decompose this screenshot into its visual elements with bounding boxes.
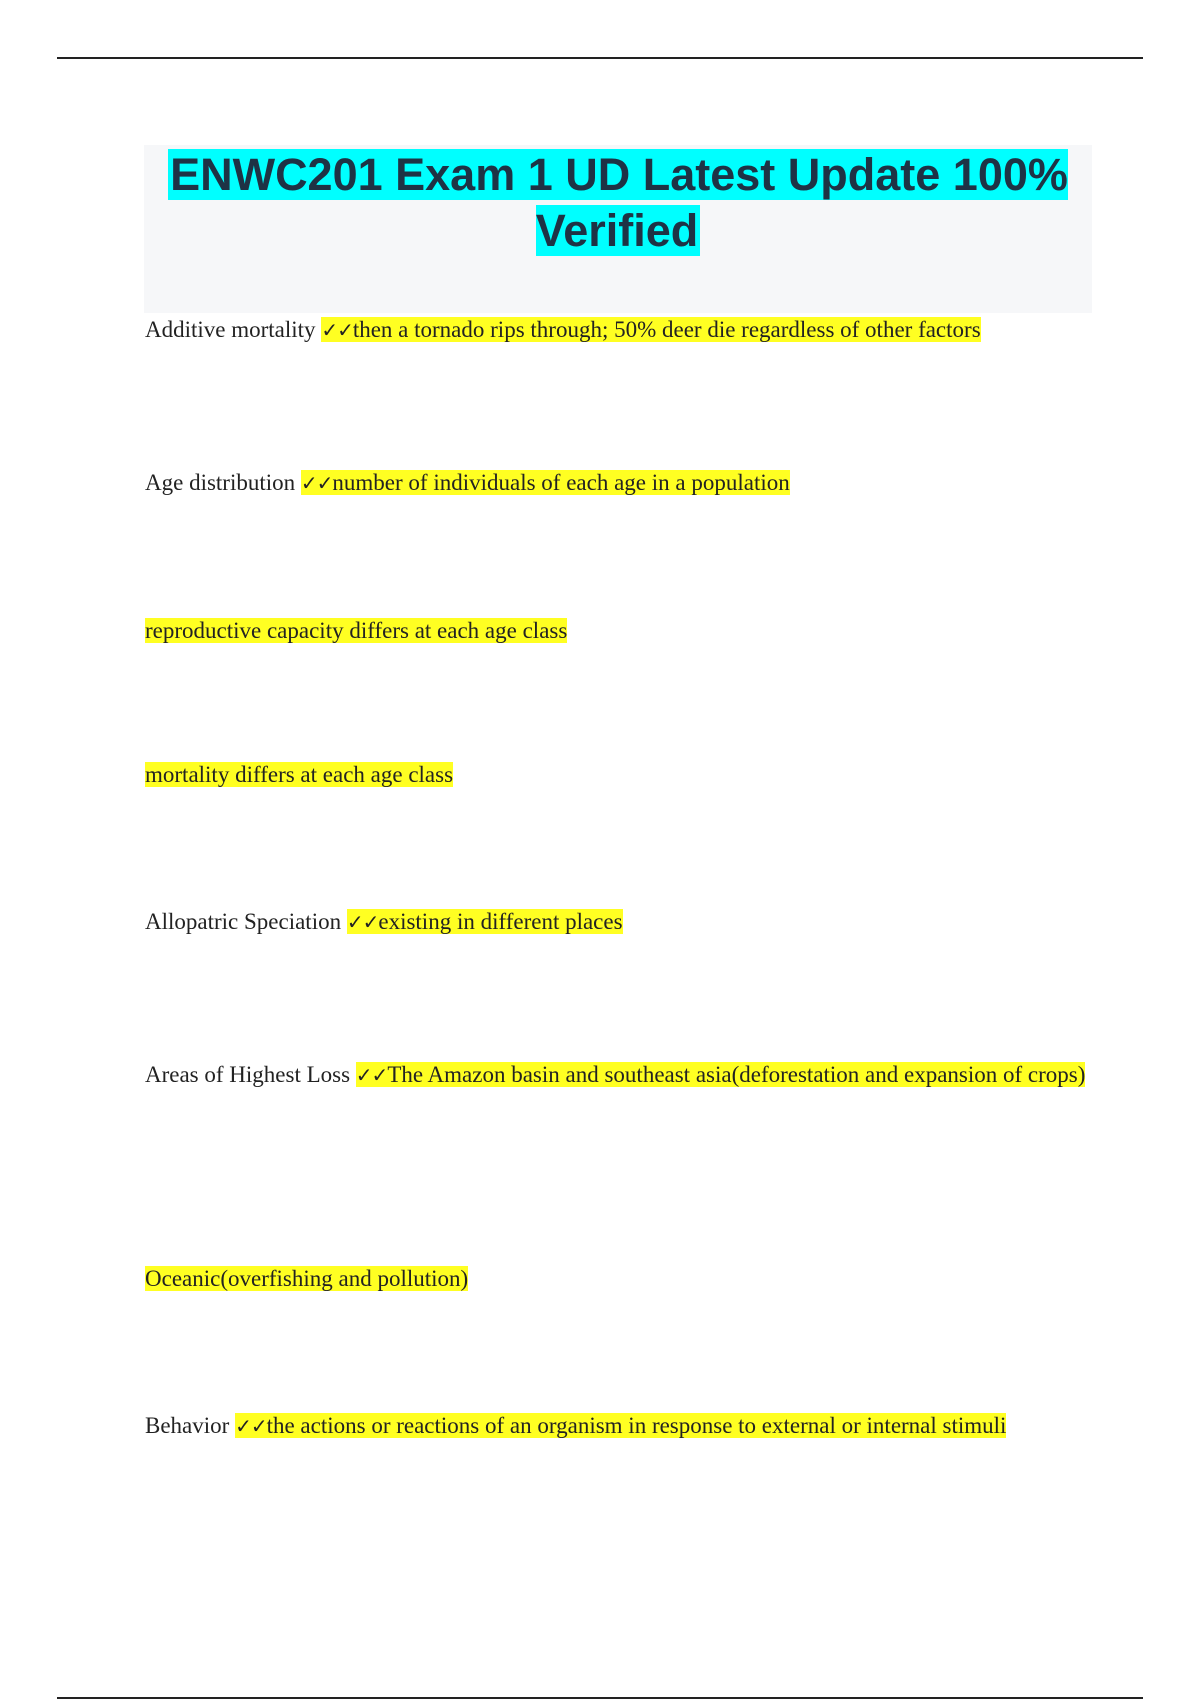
entry-definition: number of individuals of each age in a population — [332, 470, 790, 495]
entry-term: Age distribution — [145, 470, 296, 495]
document-title — [144, 145, 1092, 259]
entry-behavior — [145, 1395, 1095, 1457]
double-check-icon: ✓✓ — [355, 1063, 388, 1087]
document-title-text: ENWC201 Exam 1 UD Latest Update 100% Verified — [170, 149, 1068, 256]
entry-definition: the actions or reactions of an organism in response to external or internal stimuli — [266, 1413, 1007, 1438]
entry-note: mortality differs at each age class — [145, 762, 454, 787]
double-check-icon: ✓✓ — [346, 910, 379, 934]
entry-areas-of-highest-loss — [145, 1044, 1095, 1106]
entry-additive-mortality — [145, 299, 1095, 361]
double-check-icon: ✓✓ — [300, 471, 333, 495]
entry-note-oceanic — [145, 1248, 1095, 1309]
footer-rule — [57, 1697, 1143, 1699]
entry-definition: then a tornado rips through; 50% deer die regardless of other factors — [352, 317, 981, 342]
title-banner — [144, 145, 1092, 313]
double-check-icon: ✓✓ — [321, 318, 353, 342]
entry-definition: The Amazon basin and southeast asia(deforestation and expansion of crops) — [387, 1062, 1086, 1087]
entry-term: Additive mortality — [145, 317, 316, 342]
entry-term: Behavior — [145, 1413, 230, 1438]
entry-note-reproductive — [145, 600, 1095, 661]
header-rule — [57, 57, 1143, 59]
entry-allopatric-speciation — [145, 891, 1095, 953]
entry-definition: existing in different places — [378, 909, 623, 934]
entry-term: Allopatric Speciation — [145, 909, 342, 934]
entry-note-mortality — [145, 744, 1095, 805]
entry-note: reproductive capacity differs at each age class — [145, 618, 568, 643]
entry-term: Areas of Highest Loss — [145, 1062, 351, 1087]
entry-age-distribution — [145, 452, 1095, 514]
double-check-icon: ✓✓ — [235, 1414, 267, 1438]
entry-note: Oceanic(overfishing and pollution) — [145, 1266, 469, 1291]
